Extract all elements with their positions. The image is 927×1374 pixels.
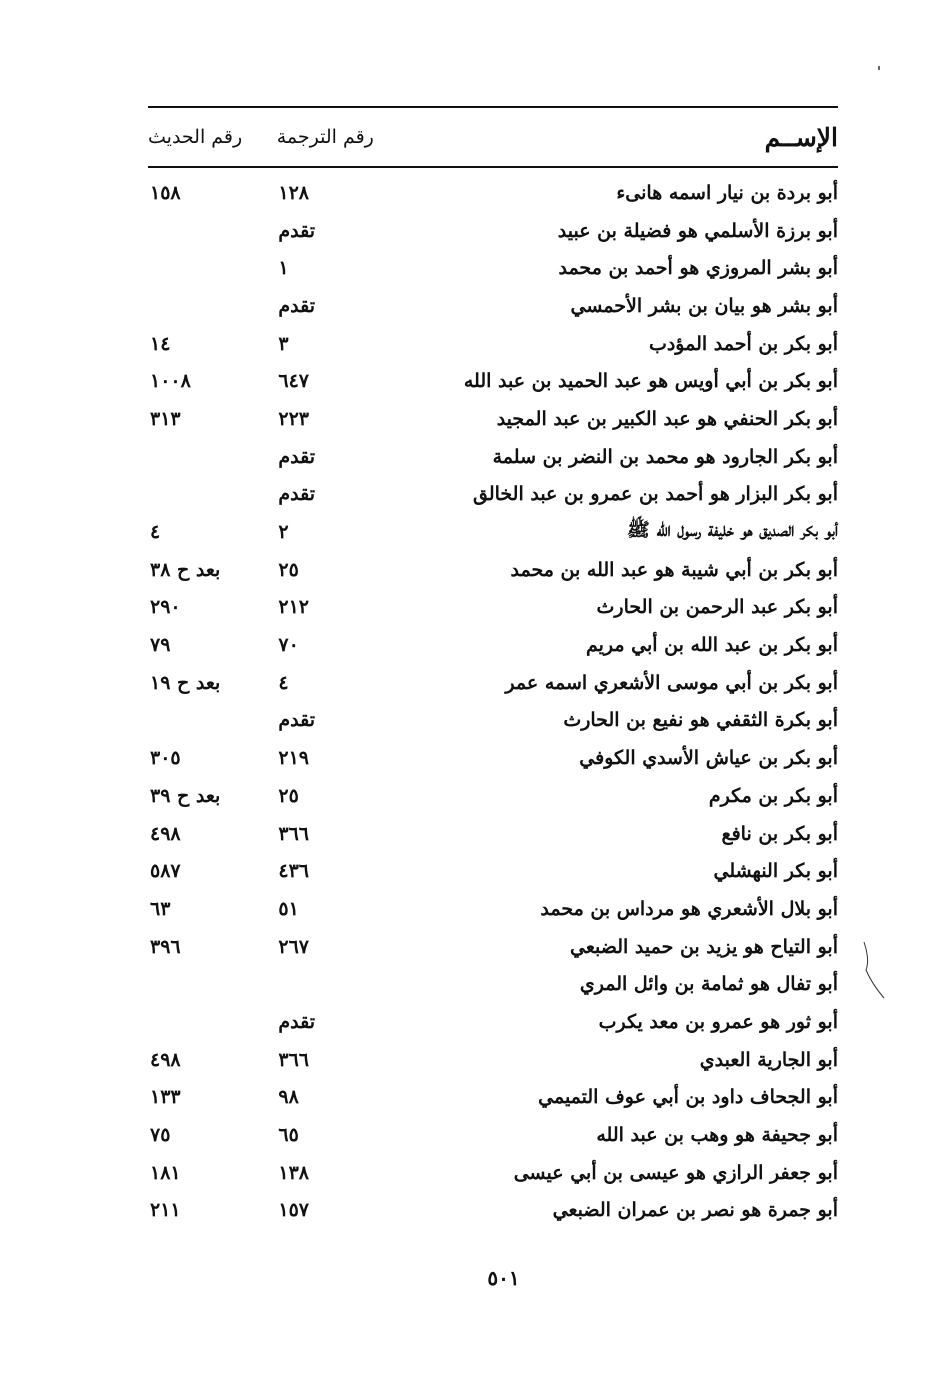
table-row: [148, 551, 838, 589]
entry-name: أبو التياح هو يزيد بن حميد الضبعي: [570, 935, 838, 958]
entry-tarjama-number: ٣: [278, 332, 289, 355]
entry-name: أبو بشر هو بيان بن بشر الأحمسي: [570, 294, 838, 317]
entry-name: أبو بكرة الثقفي هو نفيع بن الحارث: [563, 709, 838, 732]
entry-name: أبو بكر بن أبي شيبة هو عبد الله بن محمد: [510, 558, 838, 581]
entry-name: أبو بكر الصديق هو خليفة رسول الله ﷺ: [626, 519, 838, 542]
entry-tarjama-number: ٢٥: [278, 784, 299, 807]
table-row: [148, 287, 838, 325]
entry-tarjama-number: ١٣٨: [278, 1161, 309, 1184]
table-row: [148, 1154, 838, 1192]
table-row: [148, 513, 838, 551]
entry-tarjama-number: ٢٦٧: [278, 935, 309, 958]
entry-hadith-number: ١٣٣: [150, 1086, 181, 1109]
entry-hadith-number: ٢١١: [150, 1199, 181, 1222]
entry-tarjama-number: تقدم: [278, 219, 316, 242]
entry-tarjama-number: تقدم: [278, 483, 316, 506]
entry-tarjama-number: تقدم: [278, 1010, 316, 1033]
entry-name: أبو ثور هو عمرو بن معد يكرب: [598, 1010, 838, 1033]
entry-name: أبو الجارية العبدي: [699, 1048, 838, 1071]
entry-tarjama-number: ١: [278, 257, 289, 280]
table-row: [148, 325, 838, 363]
entry-tarjama-number: تقدم: [278, 294, 316, 317]
entry-name: أبو بكر البزار هو أحمد بن عمرو بن عبد الخالق: [472, 483, 838, 506]
entry-hadith-number: ٥٨٧: [150, 860, 181, 883]
table-row: [148, 476, 838, 514]
entry-name: أبو بكر بن عبد الله بن أبي مريم: [585, 634, 838, 657]
entry-name: أبو الجحاف داود بن أبي عوف التميمي: [538, 1086, 838, 1109]
entry-hadith-number: بعد ح ٣٩: [150, 784, 221, 807]
entry-tarjama-number: ٤٣٦: [278, 860, 309, 883]
table-row: [148, 626, 838, 664]
margin-dot: [878, 66, 880, 70]
table-row: [148, 777, 838, 815]
entry-tarjama-number: تقدم: [278, 709, 316, 732]
entry-name: أبو بلال الأشعري هو مرداس بن محمد: [540, 897, 838, 920]
table-row: [148, 438, 838, 476]
entry-hadith-number: ٤٩٨: [150, 1048, 181, 1071]
entry-tarjama-number: ١٢٨: [278, 181, 309, 204]
entry-hadith-number: ٣٩٦: [150, 935, 181, 958]
entry-tarjama-number: ٢: [278, 521, 289, 544]
entry-tarjama-number: ٢٢٣: [278, 407, 309, 430]
entry-tarjama-number: ٣٦٦: [278, 822, 309, 845]
entry-name: أبو بكر بن نافع: [721, 822, 838, 845]
table-row: [148, 400, 838, 438]
entry-name: أبو تفال هو ثمامة بن وائل المري: [579, 973, 838, 996]
entry-tarjama-number: ٧٠: [278, 634, 299, 657]
entry-hadith-number: ٦٣: [150, 897, 171, 920]
entry-name: أبو جعفر الرازي هو عيسى بن أبي عيسى: [513, 1161, 838, 1184]
entry-name: أبو بكر بن أبي أويس هو عبد الحميد بن عبد الله: [463, 370, 838, 393]
entry-tarjama-number: ٦٥: [278, 1124, 299, 1147]
table-row: [148, 965, 838, 1003]
margin-pencil-mark: [862, 940, 886, 1000]
entry-tarjama-number: ١٥٧: [278, 1199, 309, 1222]
entry-tarjama-number: ٦٤٧: [278, 370, 309, 393]
entry-name: أبو برزة الأسلمي هو فضيلة بن عبيد: [557, 219, 838, 242]
entry-hadith-number: ١٥٨: [150, 181, 181, 204]
entry-name: أبو بكر بن مكرم: [708, 784, 838, 807]
entry-name: أبو بكر عبد الرحمن بن الحارث: [596, 596, 838, 619]
entry-hadith-number: ١٤: [150, 332, 171, 355]
table-row: [148, 1079, 838, 1117]
entry-name: أبو بكر الحنفي هو عبد الكبير بن عبد المجيد: [496, 407, 838, 430]
entry-tarjama-number: ٢٥: [278, 558, 299, 581]
entry-name: أبو بكر النهشلي: [713, 860, 838, 883]
entry-hadith-number: ٧٩: [150, 634, 171, 657]
table-body: [148, 168, 838, 1229]
entry-tarjama-number: تقدم: [278, 445, 316, 468]
entry-hadith-number: ٧٥: [150, 1124, 171, 1147]
entry-hadith-number: ٣٠٥: [150, 747, 181, 770]
table-row: [148, 1041, 838, 1079]
entry-hadith-number: ٤: [150, 521, 161, 544]
index-table: [148, 106, 838, 1229]
table-row: [148, 1192, 838, 1230]
table-row: [148, 212, 838, 250]
entry-tarjama-number: ٣٦٦: [278, 1048, 309, 1071]
entry-hadith-number: ١٠٠٨: [150, 370, 191, 393]
entry-name: أبو بردة بن نيار اسمه هانىء: [616, 181, 838, 204]
entry-hadith-number: ٢٩٠: [150, 596, 181, 619]
table-row: [148, 739, 838, 777]
table-header: [148, 108, 838, 166]
table-row: [148, 589, 838, 627]
entry-hadith-number: بعد ح ١٩: [150, 671, 221, 694]
table-row: [148, 928, 838, 966]
table-row: [148, 1003, 838, 1041]
page-number: ٥٠١: [487, 1266, 520, 1290]
entry-name: أبو بكر الجارود هو محمد بن النضر بن سلمة: [492, 445, 838, 468]
header-tarjama: رقم الترجمة: [276, 126, 374, 148]
table-row: [148, 249, 838, 287]
entry-hadith-number: ٤٩٨: [150, 822, 181, 845]
table-row: [148, 1116, 838, 1154]
entry-name: أبو بكر بن عياش الأسدي الكوفي: [579, 747, 838, 770]
entry-hadith-number: بعد ح ٣٨: [150, 558, 221, 581]
header-name: الإســم: [764, 122, 838, 152]
entry-tarjama-number: ٤: [278, 671, 289, 694]
table-row: [148, 174, 838, 212]
entry-tarjama-number: ٢١٩: [278, 747, 309, 770]
table-row: [148, 815, 838, 853]
table-row: [148, 852, 838, 890]
table-row: [148, 362, 838, 400]
entry-name: أبو بشر المروزي هو أحمد بن محمد: [558, 257, 838, 280]
entry-hadith-number: ٣١٣: [150, 407, 181, 430]
entry-tarjama-number: ٢١٢: [278, 596, 309, 619]
entry-name: أبو بكر بن أحمد المؤدب: [648, 332, 838, 355]
entry-name: أبو جحيفة هو وهب بن عبد الله: [596, 1124, 838, 1147]
header-hadith: رقم الحديث: [148, 126, 243, 148]
table-row: [148, 890, 838, 928]
entry-name: أبو بكر بن أبي موسى الأشعري اسمه عمر: [505, 671, 838, 694]
entry-hadith-number: ١٨١: [150, 1161, 181, 1184]
entry-name: أبو جمرة هو نصر بن عمران الضبعي: [552, 1199, 838, 1222]
table-row: [148, 664, 838, 702]
entry-tarjama-number: ٥١: [278, 897, 299, 920]
entry-tarjama-number: ٩٨: [278, 1086, 299, 1109]
table-row: [148, 702, 838, 740]
